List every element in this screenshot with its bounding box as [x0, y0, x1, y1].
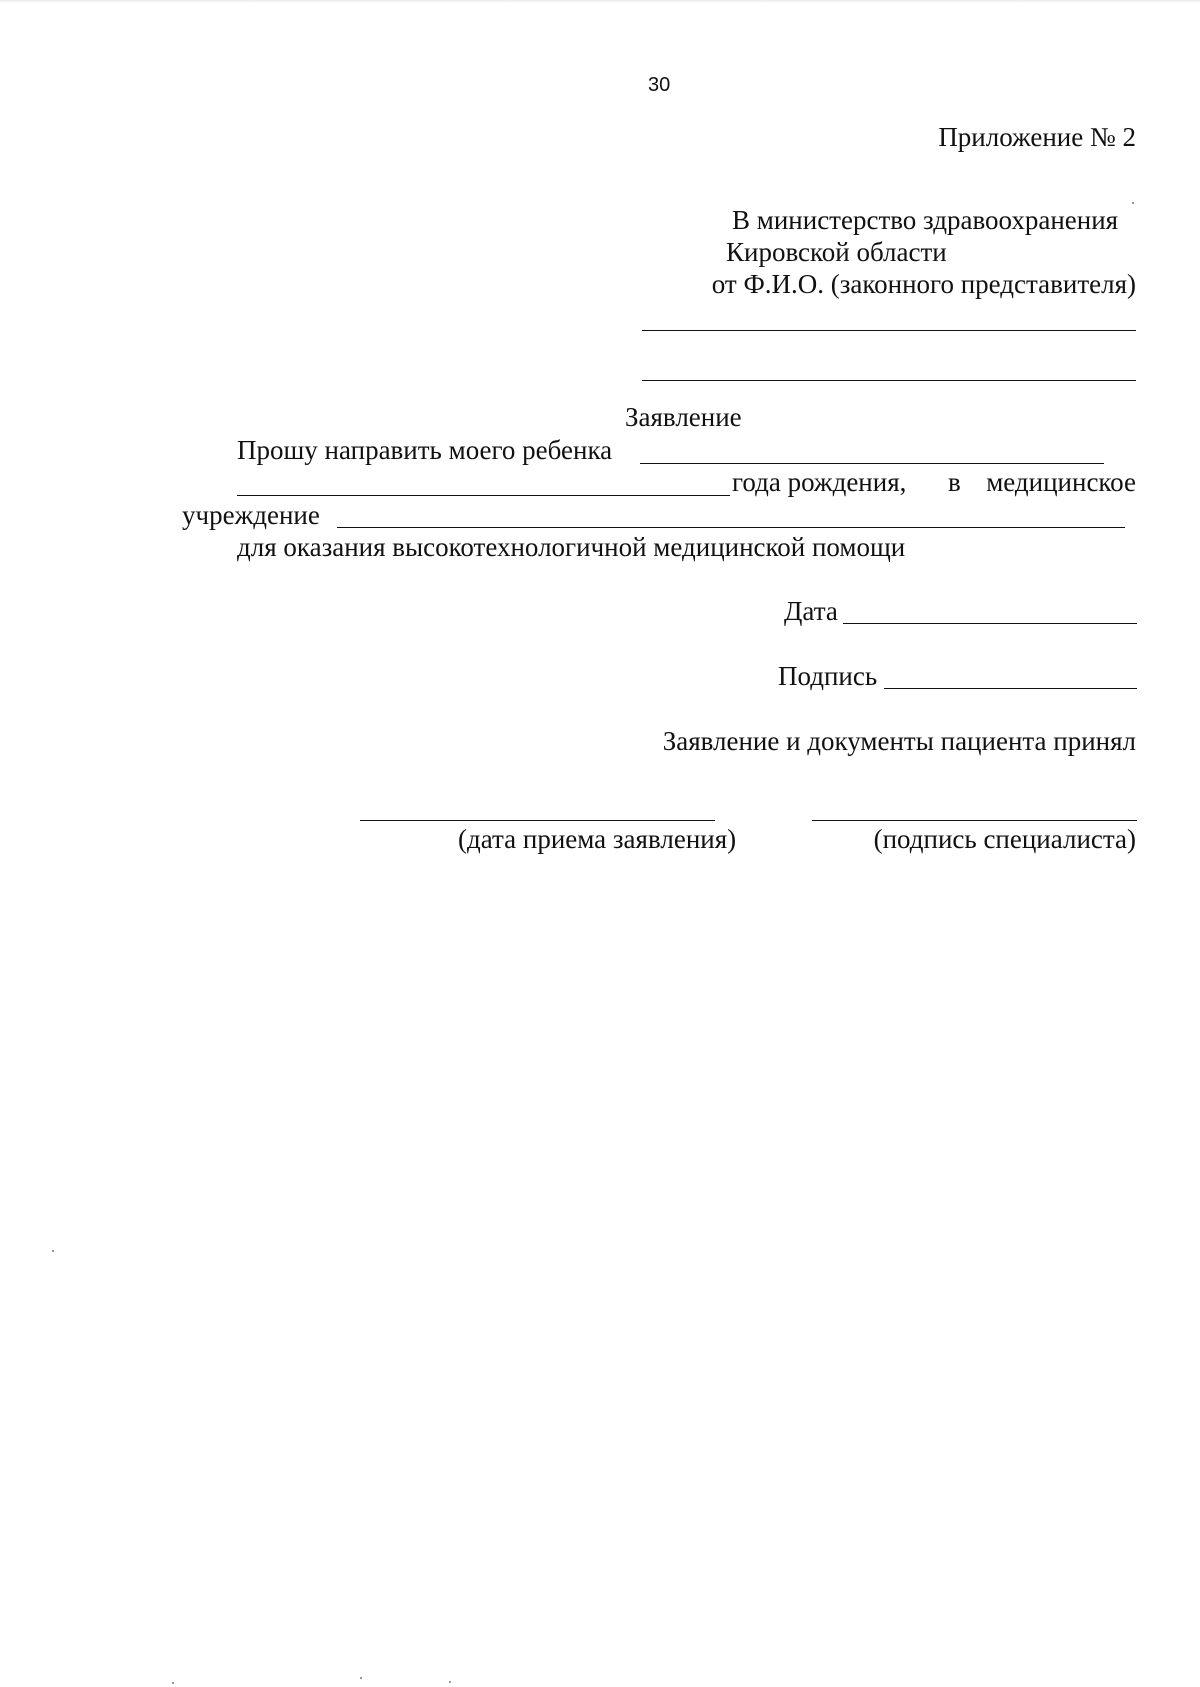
- institution-line[interactable]: [337, 527, 1125, 528]
- scan-speck: [1132, 202, 1134, 204]
- birth-year-text: года рождения,: [732, 467, 907, 497]
- applicant-name-line-1[interactable]: [642, 330, 1136, 331]
- addressee-from: от Ф.И.О. (законного представителя): [711, 269, 1136, 299]
- signature-line[interactable]: [884, 688, 1137, 689]
- institution-label: учреждение: [182, 500, 320, 530]
- purpose-text: для оказания высокотехнологичной медицинской помощи: [237, 532, 906, 562]
- scan-edge: [0, 0, 1200, 3]
- specialist-signature-caption: (подпись специалиста): [873, 824, 1136, 854]
- receipt-date-line[interactable]: [360, 820, 715, 821]
- addressee-region: Кировской области: [726, 237, 947, 267]
- signature-label: Подпись: [778, 661, 878, 691]
- date-label: Дата: [784, 596, 838, 626]
- medical-text: медицинское: [986, 467, 1136, 497]
- application-title: Заявление: [625, 402, 742, 432]
- request-text: Прошу направить моего ребенка: [237, 435, 613, 465]
- preposition-text: в: [948, 467, 961, 497]
- received-text: Заявление и документы пациента принял: [662, 726, 1136, 756]
- scan-speck: [172, 1682, 174, 1684]
- specialist-signature-line[interactable]: [812, 820, 1137, 821]
- receipt-date-caption: (дата приема заявления): [458, 824, 737, 854]
- page-number: 30: [648, 74, 671, 96]
- date-line[interactable]: [843, 623, 1137, 624]
- scan-speck: [449, 1681, 451, 1683]
- appendix-label: Приложение № 2: [938, 122, 1136, 152]
- scan-speck: [52, 1250, 54, 1252]
- applicant-name-line-2[interactable]: [642, 380, 1136, 381]
- birth-year-line[interactable]: [237, 495, 730, 496]
- scan-speck: [360, 1677, 362, 1679]
- child-name-line[interactable]: [640, 463, 1104, 464]
- addressee-ministry: В министерство здравоохранения: [732, 205, 1119, 235]
